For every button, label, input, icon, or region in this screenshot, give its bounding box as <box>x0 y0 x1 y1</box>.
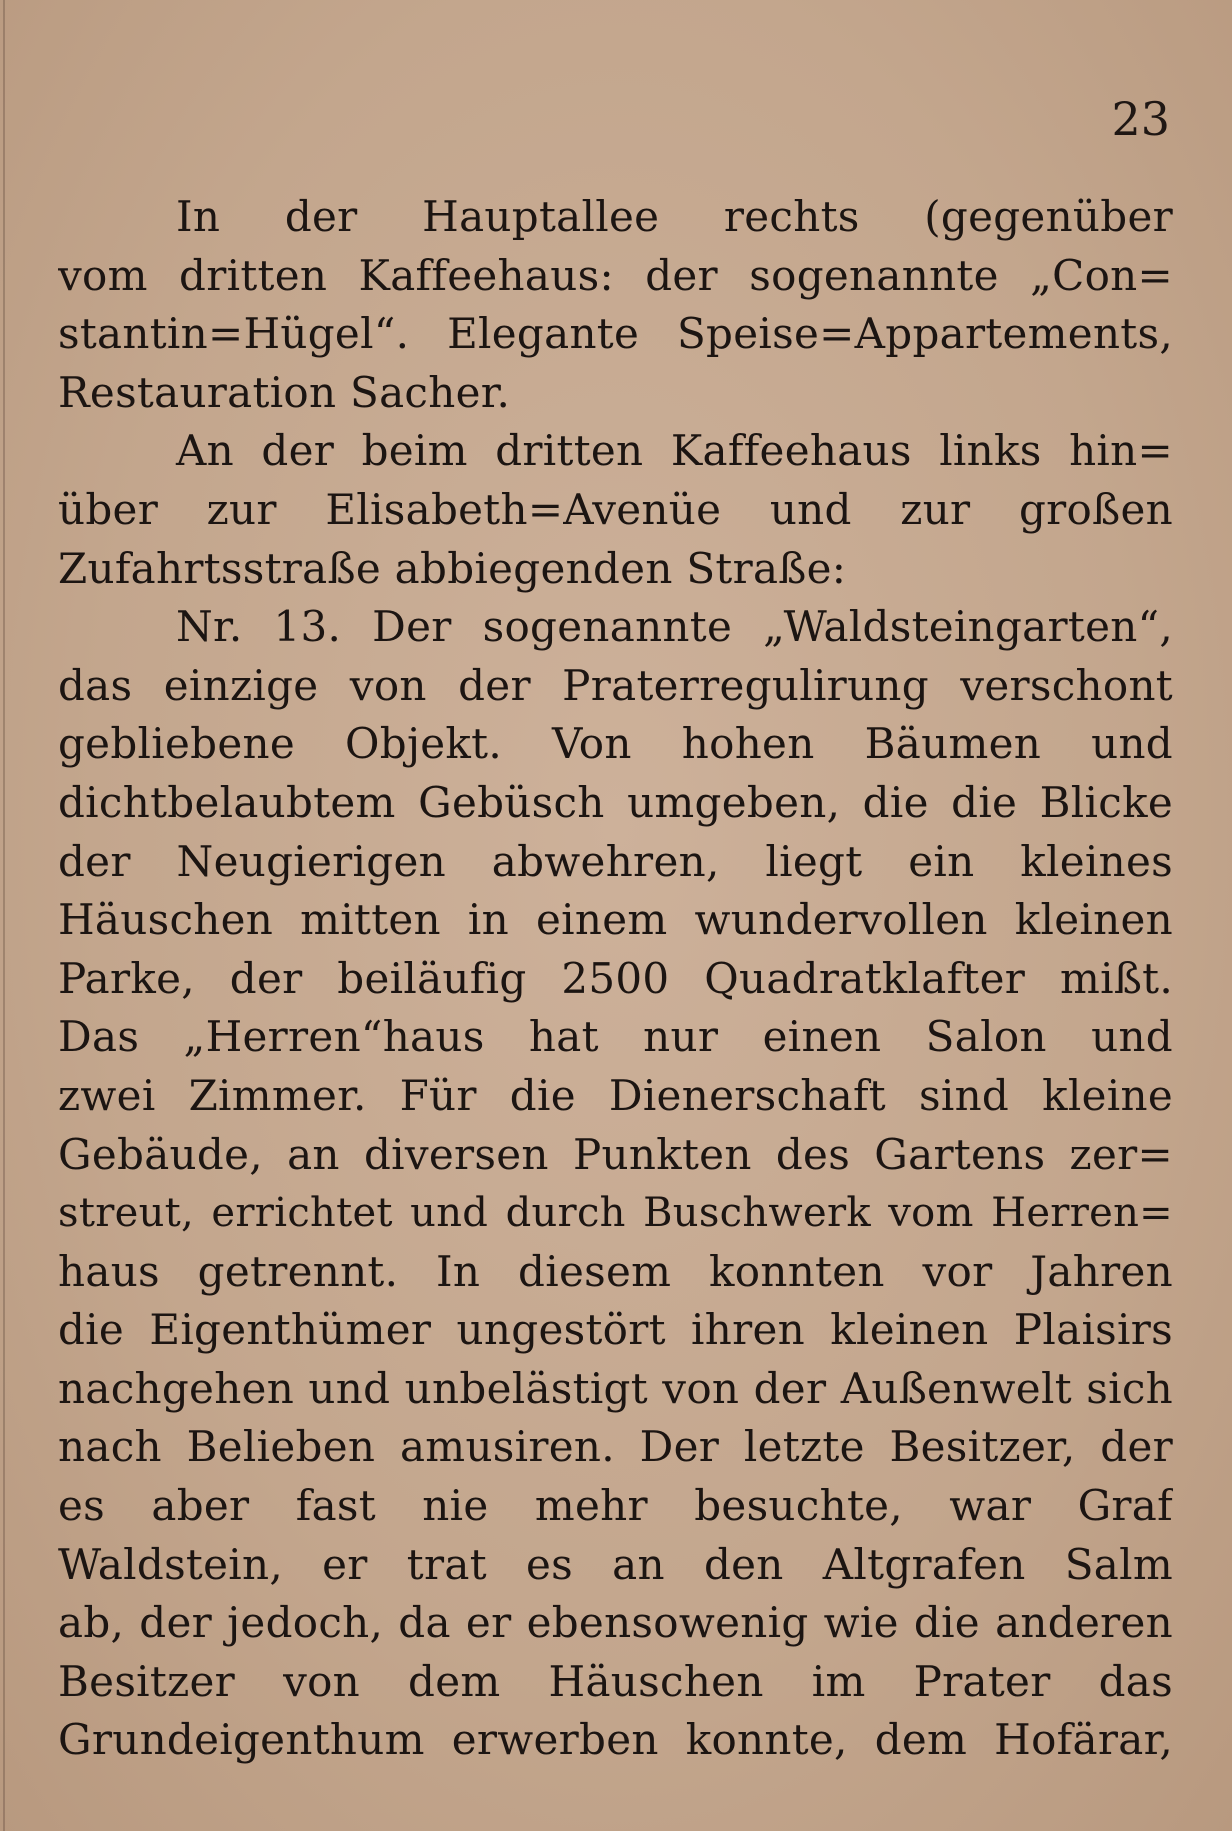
page-edge <box>3 0 5 1831</box>
text-line: das einzige von der Praterregulirung verschont <box>58 660 1173 710</box>
text-line: gebliebene Objekt. Von hohen Bäumen und <box>58 719 1173 769</box>
text-line: die Eigenthümer ungestört ihren kleinen Plaisirs <box>58 1305 1173 1355</box>
text-line: Besitzer von dem Häuschen im Prater das <box>58 1656 1173 1706</box>
text-line: streut, errichtet und durch Buschwerk vom Herren= <box>58 1190 1173 1237</box>
text-line: Nr. 13. Der sogenannte „Waldsteingarten“, <box>176 602 1173 652</box>
text-line: Häuschen mitten in einem wundervollen kleinen <box>58 895 1173 945</box>
text-line: zwei Zimmer. Für die Dienerschaft sind kleine <box>58 1070 1173 1120</box>
text-line: haus getrennt. In diesem konnten vor Jahren <box>58 1246 1173 1296</box>
text-line: Waldstein, er trat es an den Altgrafen Salm <box>58 1539 1173 1589</box>
page-number: 23 <box>1111 92 1170 146</box>
text-line: der Neugierigen abwehren, liegt ein kleines <box>58 836 1173 886</box>
text-line: stantin=Hügel“. Elegante Speise=Appartements, <box>58 309 1173 359</box>
text-line: Zufahrtsstraße abbiegenden Straße: <box>58 543 847 593</box>
text-line: nachgehen und unbelästigt von der Außenwelt sich <box>58 1363 1173 1413</box>
text-line: ab, der jedoch, da er ebensowenig wie die anderen <box>58 1598 1173 1648</box>
body-text <box>58 188 1173 1770</box>
text-line: nach Belieben amusiren. Der letzte Besitzer, der <box>58 1422 1173 1472</box>
text-line: Restauration Sacher. <box>58 367 511 417</box>
text-line: Das „Herren“haus hat nur einen Salon und <box>58 1012 1173 1062</box>
text-line: An der beim dritten Kaffeehaus links hin= <box>176 426 1173 476</box>
text-line: über zur Elisabeth=Avenüe und zur großen <box>58 484 1173 534</box>
text-line: Gebäude, an diversen Punkten des Gartens zer= <box>58 1129 1173 1179</box>
text-line: es aber fast nie mehr besuchte, war Graf <box>58 1481 1173 1531</box>
text-line: Parke, der beiläufig 2500 Quadratklafter mißt. <box>58 953 1173 1003</box>
text-line: In der Hauptallee rechts (gegenüber <box>176 192 1173 241</box>
text-line: vom dritten Kaffeehaus: der sogenannte „Con= <box>58 250 1173 300</box>
text-line: Grundeigenthum erwerben konnte, dem Hofärar, <box>58 1715 1173 1765</box>
text-line: dichtbelaubtem Gebüsch umgeben, die die Blicke <box>58 777 1173 827</box>
